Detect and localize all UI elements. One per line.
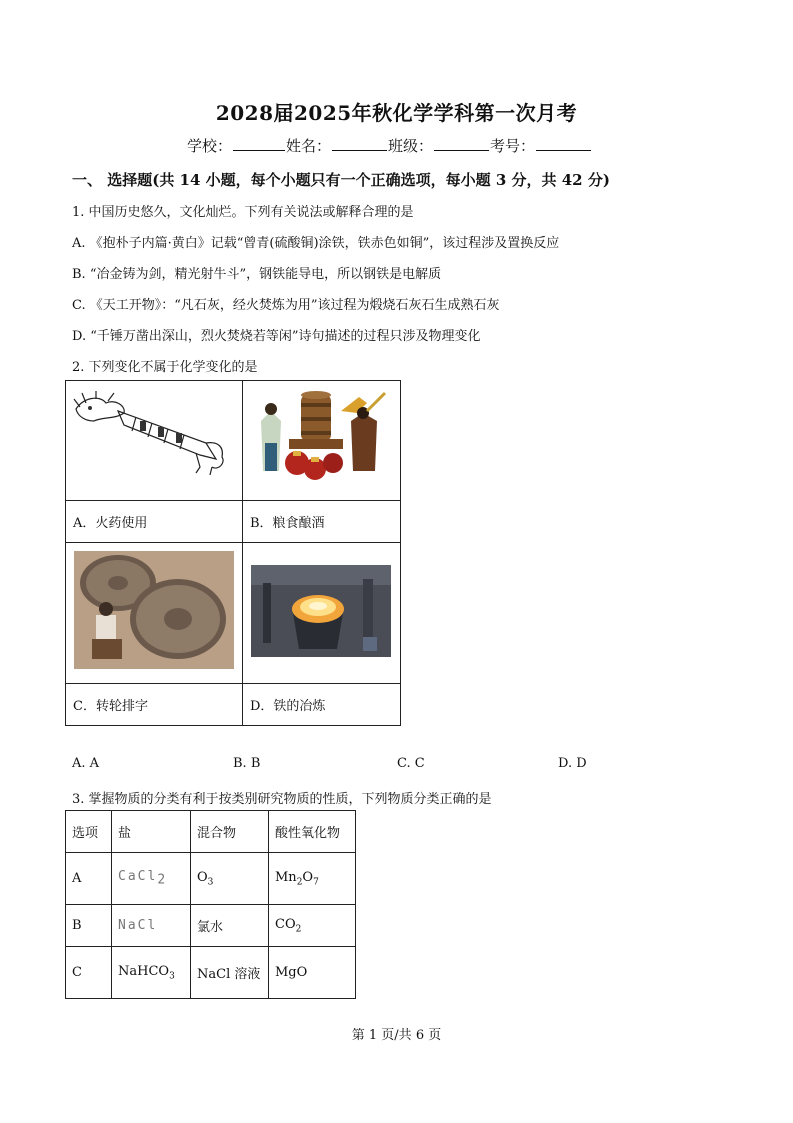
name-blank[interactable] bbox=[332, 136, 387, 151]
rotary-type-photo bbox=[66, 543, 242, 679]
q3-row-c-salt: NaHCO$_3$ bbox=[112, 947, 191, 999]
q3-row-b-oxide: $CO_2$ bbox=[269, 905, 356, 947]
q3-header-acidic-oxide: 酸性氧化物 bbox=[269, 811, 356, 853]
number-blank[interactable] bbox=[536, 136, 591, 151]
number-label: 考号： bbox=[490, 137, 536, 155]
q2-image-table bbox=[65, 380, 401, 726]
q3-header-salt: 盐 bbox=[112, 811, 191, 853]
q3-stem: 3. 掌握物质的分类有利于按类别研究物质的性质，下列物质分类正确的是 bbox=[72, 792, 492, 807]
class-blank[interactable] bbox=[434, 136, 489, 151]
grain-brewing-illustration bbox=[243, 381, 400, 496]
q3-row-c-mixture: NaCl 溶液 bbox=[191, 947, 269, 999]
class-label: 班级： bbox=[388, 137, 434, 155]
q2-stem: 2. 下列变化不属于化学变化的是 bbox=[72, 360, 258, 375]
q2-cell-d-label: D．铁的冶炼 bbox=[243, 684, 401, 726]
q2-cell-c-image bbox=[66, 543, 243, 684]
q3-row-c-option: C bbox=[66, 947, 112, 999]
school-blank[interactable] bbox=[233, 136, 285, 151]
student-info-line bbox=[187, 135, 592, 156]
q1-option-d: D. “千锤万凿出深山，烈火焚烧若等闲”诗句描述的过程只涉及物理变化 bbox=[72, 329, 481, 344]
q3-row-c-oxide: MgO bbox=[269, 947, 356, 999]
dragon-gunpowder-illustration bbox=[66, 381, 242, 496]
q1-option-c: C. 《天工开物》：“凡石灰，经火焚炼为用”该过程为煅烧石灰石生成熟石灰 bbox=[72, 298, 500, 313]
section-heading: 一、 选择题(共 14 小题，每个小题只有一个正确选项，每小题 3 分，共 42 分) bbox=[72, 171, 610, 189]
q3-row-a-option: A bbox=[66, 853, 112, 905]
name-label: 姓名： bbox=[286, 137, 332, 155]
q2-cell-d-image bbox=[243, 543, 401, 684]
q2-answer-d[interactable]: D. D bbox=[558, 756, 587, 771]
q2-cell-b-label: B．粮食酿酒 bbox=[243, 501, 401, 543]
q3-row-b-salt: NaCl bbox=[112, 905, 191, 947]
q2-cell-b-image bbox=[243, 381, 401, 501]
q2-cell-a-image bbox=[66, 381, 243, 501]
q2-cell-a-label: A．火药使用 bbox=[66, 501, 243, 543]
q2-answer-b[interactable]: B. B bbox=[233, 756, 261, 771]
iron-smelting-photo bbox=[243, 543, 400, 679]
q3-row-a-oxide: $Mn_2O_7$ bbox=[269, 853, 356, 905]
q3-classification-table bbox=[65, 810, 356, 999]
q2-answer-c[interactable]: C. C bbox=[397, 756, 425, 771]
q2-answer-a[interactable]: A. A bbox=[72, 756, 100, 771]
q3-row-b-option: B bbox=[66, 905, 112, 947]
q3-row-a-salt: CaCl2 bbox=[112, 853, 191, 905]
q1-option-b: B. “冶金铸为剑，精光射牛斗”，钢铁能导电，所以钢铁是电解质 bbox=[72, 267, 442, 282]
q3-row-b-mixture: 氯水 bbox=[191, 905, 269, 947]
q3-header-option: 选项 bbox=[66, 811, 112, 853]
q1-option-a: A. 《抱朴子内篇·黄白》记载“曾青(硫酸铜)涂铁，铁赤色如铜”，该过程涉及置换反应 bbox=[72, 236, 560, 251]
school-label: 学校： bbox=[187, 137, 233, 155]
q2-cell-c-label: C．转轮排字 bbox=[66, 684, 243, 726]
q3-row-a-mixture: $O_3$ bbox=[191, 853, 269, 905]
exam-title: 2028届2025年秋化学学科第一次月考 bbox=[215, 101, 578, 125]
page-footer: 第 1 页/共 6 页 bbox=[351, 1028, 442, 1043]
q3-header-mixture: 混合物 bbox=[191, 811, 269, 853]
q1-stem: 1. 中国历史悠久，文化灿烂。下列有关说法或解释合理的是 bbox=[72, 205, 414, 220]
